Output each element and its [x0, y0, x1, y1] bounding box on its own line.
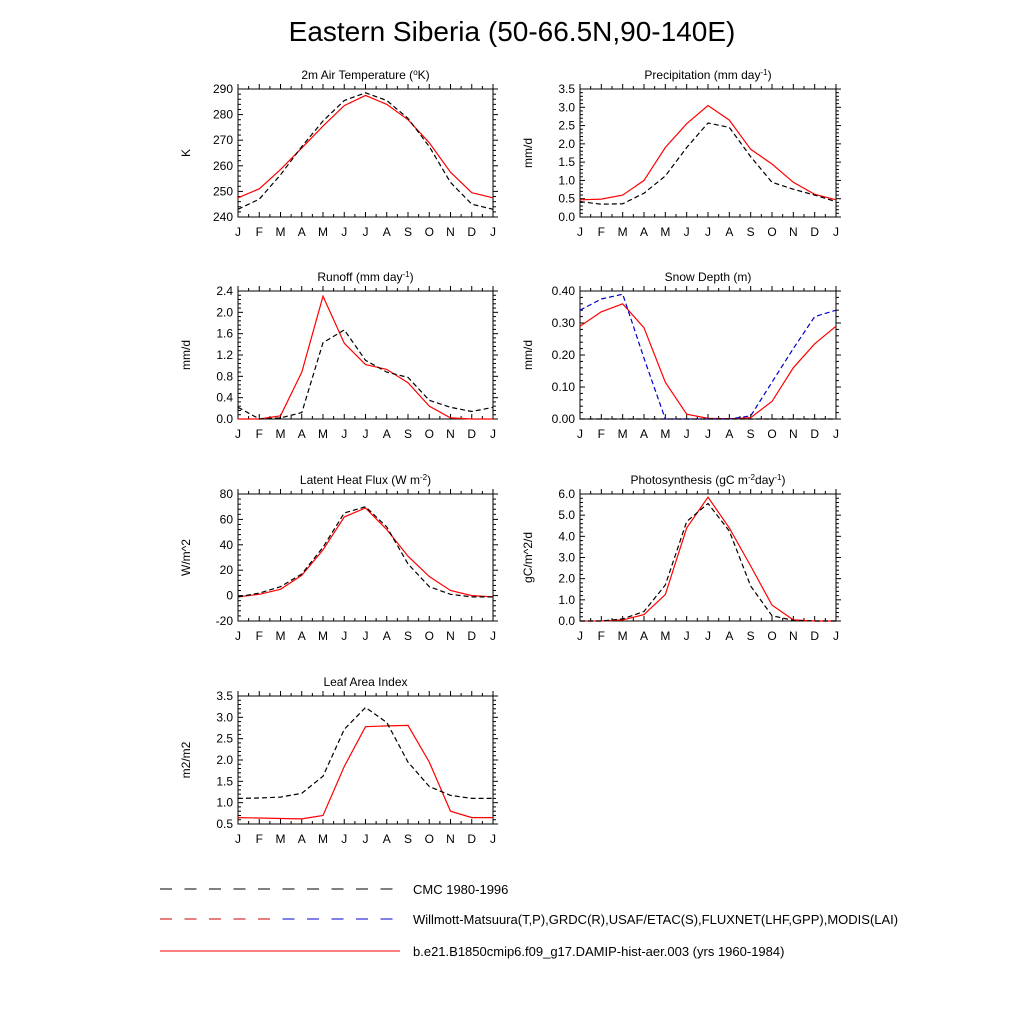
y-tick-label: 60	[219, 512, 233, 527]
x-tick-label: A	[639, 427, 649, 441]
x-tick-label: M	[318, 832, 328, 846]
x-tick-label: J	[490, 225, 496, 239]
x-tick-label: J	[341, 832, 348, 846]
y-tick-label: 280	[212, 107, 233, 122]
panel-title-part: -1	[774, 472, 782, 482]
series-line-1	[238, 296, 493, 419]
x-tick-label: N	[788, 427, 798, 441]
x-tick-label: J	[705, 225, 711, 239]
x-tick-label: A	[382, 225, 391, 239]
y-tick-label: 0.0	[558, 614, 575, 628]
x-tick-label: S	[746, 629, 755, 643]
panel-title-part: Runoff (mm day	[317, 270, 403, 284]
x-tick-label: J	[341, 629, 348, 643]
plot-frame	[238, 89, 493, 217]
y-tick-label: 240	[212, 210, 233, 224]
y-axis-title: mm/d	[521, 138, 535, 168]
series-line-1	[238, 508, 493, 597]
x-tick-label: D	[467, 832, 477, 846]
panel-title-part: -2	[747, 472, 756, 482]
x-tick-label: M	[275, 629, 286, 643]
x-tick-label: O	[767, 629, 777, 643]
x-tick-label: N	[788, 225, 798, 239]
y-tick-label: 290	[212, 82, 233, 96]
x-tick-label: D	[467, 225, 477, 239]
y-tick-label: 40	[219, 537, 233, 552]
panel-title	[317, 270, 413, 285]
x-tick-label: J	[235, 427, 241, 441]
x-tick-label: J	[683, 427, 690, 441]
chart-panel-2	[521, 68, 841, 240]
series-line-1	[580, 106, 836, 200]
x-tick-label: J	[833, 427, 839, 441]
y-tick-label: 2.5	[558, 118, 575, 133]
legend-item-2	[160, 912, 898, 927]
plot-frame	[238, 696, 493, 824]
series-line-1	[238, 725, 493, 819]
y-tick-label: 1.6	[216, 326, 233, 341]
x-tick-label: M	[275, 225, 286, 239]
x-tick-label: J	[490, 629, 496, 643]
chart-panel-3	[179, 270, 498, 442]
x-tick-label: O	[424, 225, 434, 239]
y-tick-label: 3.5	[558, 82, 575, 96]
y-tick-label: 270	[212, 133, 233, 148]
x-tick-label: M	[660, 427, 671, 441]
x-tick-label: M	[660, 225, 671, 239]
panel-title-part: Leaf Area Index	[323, 675, 408, 689]
x-tick-label: D	[810, 225, 820, 239]
x-tick-label: J	[490, 832, 496, 846]
y-tick-label: 0.10	[551, 380, 575, 394]
x-tick-label: F	[597, 629, 606, 643]
y-tick-label: 3.0	[558, 550, 575, 565]
x-tick-label: A	[639, 225, 649, 239]
x-tick-label: M	[318, 427, 328, 441]
x-tick-label: A	[725, 427, 734, 441]
x-tick-label: A	[639, 629, 649, 643]
x-tick-label: J	[235, 629, 241, 643]
y-axis-title: m2/m2	[179, 741, 193, 779]
chart-panel-4	[521, 270, 841, 441]
x-tick-label: J	[577, 629, 583, 643]
y-tick-label: 4.0	[558, 529, 575, 544]
x-tick-label: M	[318, 225, 328, 239]
x-tick-label: F	[255, 832, 263, 846]
x-tick-label: A	[297, 225, 306, 239]
panel-title-part: -1	[402, 269, 410, 279]
chart-panel-1	[179, 68, 498, 240]
panel-title-part: )	[767, 68, 772, 82]
x-tick-label: F	[597, 427, 606, 441]
chart-panel-7	[179, 675, 498, 846]
x-tick-label: A	[382, 832, 391, 846]
x-tick-label: A	[725, 629, 734, 643]
chart-panel-5	[179, 473, 498, 644]
panel-title-part: )	[409, 270, 414, 284]
legend-item-1	[160, 882, 508, 897]
y-tick-label: 0.20	[551, 348, 575, 362]
series-line-2	[238, 708, 493, 799]
panel-title	[665, 270, 752, 284]
plot-frame	[238, 494, 493, 621]
legend-item-3	[160, 944, 784, 959]
chart-panel-6	[521, 473, 841, 644]
x-tick-label: J	[705, 629, 711, 643]
series-line-2	[238, 330, 493, 419]
panel-title-part: -2	[419, 472, 428, 482]
x-tick-label: S	[403, 832, 413, 846]
y-tick-label: 0.4	[216, 390, 233, 405]
y-tick-label: 0	[226, 588, 233, 603]
plot-frame	[580, 494, 836, 621]
plot-frame	[238, 291, 493, 419]
legend-label: Willmott-Matsuura(T,P),GRDC(R),USAF/ETAC(S),FLUXNET(LHF,GPP),MODIS(LAI)	[413, 912, 899, 927]
y-tick-label: 1.5	[216, 774, 233, 789]
y-tick-label: 0.0	[216, 412, 233, 426]
y-tick-label: 1.0	[216, 795, 233, 810]
y-axis-title: K	[179, 148, 193, 158]
y-axis-title: gC/m^2/d	[521, 532, 535, 583]
x-tick-label: M	[275, 427, 286, 441]
series-line-2	[238, 93, 493, 210]
panel-title-part: Photosynthesis (gC m	[630, 473, 748, 487]
x-tick-label: D	[810, 427, 820, 441]
x-tick-label: J	[341, 225, 348, 239]
x-tick-label: J	[705, 427, 711, 441]
panel-title	[301, 68, 429, 83]
x-tick-label: S	[746, 427, 755, 441]
panel-title-part: Snow Depth (m)	[664, 270, 752, 284]
y-tick-label: 1.0	[558, 173, 575, 188]
y-tick-label: 0.30	[551, 316, 575, 330]
panel-title-part: -1	[760, 67, 768, 77]
x-tick-label: O	[767, 225, 777, 239]
series-line-1	[238, 95, 493, 197]
x-tick-label: M	[617, 629, 628, 643]
y-tick-label: 3.0	[216, 710, 233, 725]
y-tick-label: 2.0	[216, 305, 233, 320]
series-line-2	[580, 504, 836, 622]
panel-title-part: 2m Air Temperature (	[301, 68, 414, 82]
x-tick-label: O	[767, 427, 777, 441]
x-tick-label: A	[297, 427, 306, 441]
x-tick-label: N	[446, 629, 455, 643]
panel-title-part: o	[413, 67, 418, 77]
y-axis-title: mm/d	[179, 340, 193, 370]
y-tick-label: 2.0	[216, 753, 233, 767]
y-tick-label: 250	[212, 184, 233, 199]
x-tick-label: J	[683, 629, 690, 643]
x-tick-label: N	[788, 629, 798, 643]
series-line-1	[580, 304, 836, 419]
y-tick-label: 0.40	[551, 284, 575, 298]
panels	[179, 68, 841, 847]
x-tick-label: S	[746, 225, 755, 239]
y-tick-label: 5.0	[558, 508, 575, 523]
x-tick-label: J	[833, 629, 839, 643]
x-tick-label: M	[660, 629, 671, 643]
y-tick-label: 80	[219, 487, 233, 501]
x-tick-label: A	[382, 427, 391, 441]
x-tick-label: A	[297, 629, 306, 643]
x-tick-label: S	[403, 427, 413, 441]
x-tick-label: A	[725, 225, 734, 239]
x-tick-label: D	[467, 427, 477, 441]
y-tick-label: 6.0	[558, 487, 575, 501]
x-tick-label: J	[362, 832, 369, 846]
x-tick-label: A	[297, 832, 306, 846]
y-tick-label: 0.5	[216, 817, 233, 831]
x-tick-label: J	[577, 427, 583, 441]
plot-frame	[580, 89, 836, 217]
y-tick-label: 0.00	[551, 412, 575, 426]
x-tick-label: S	[403, 225, 413, 239]
x-tick-label: J	[683, 225, 690, 239]
plot-frame	[580, 291, 836, 419]
panel-title	[323, 675, 407, 689]
y-tick-label: 2.0	[558, 136, 575, 151]
panel-title-part: )	[427, 473, 432, 487]
panel-title	[644, 68, 771, 83]
panel-title-part: )	[781, 473, 786, 487]
y-tick-label: -20	[215, 614, 233, 628]
x-tick-label: M	[617, 427, 628, 441]
panel-title	[631, 473, 786, 488]
y-tick-label: 260	[212, 158, 233, 173]
x-tick-label: S	[403, 629, 413, 643]
x-tick-label: A	[382, 629, 391, 643]
y-tick-label: 2.4	[216, 284, 233, 298]
x-tick-label: O	[424, 427, 434, 441]
panel-title-part: Precipitation (mm day	[644, 68, 761, 82]
y-tick-label: 3.0	[558, 100, 575, 115]
y-tick-label: 1.5	[558, 155, 575, 170]
x-tick-label: F	[255, 629, 263, 643]
x-tick-label: J	[577, 225, 583, 239]
x-tick-label: F	[597, 225, 606, 239]
x-tick-label: M	[617, 225, 628, 239]
x-tick-label: D	[810, 629, 820, 643]
x-tick-label: N	[446, 832, 455, 846]
x-tick-label: F	[255, 427, 263, 441]
legend-label: b.e21.B1850cmip6.f09_g17.DAMIP-hist-aer.003 (yrs 1960-1984)	[413, 944, 785, 959]
y-tick-label: 1.0	[558, 592, 575, 607]
y-axis-title: W/m^2	[179, 539, 193, 576]
x-tick-label: M	[275, 832, 286, 846]
panel-title-part: Latent Heat Flux (W m	[299, 473, 420, 487]
x-tick-label: J	[490, 427, 496, 441]
x-tick-label: N	[446, 427, 455, 441]
y-tick-label: 3.5	[216, 689, 233, 703]
y-tick-label: 2.0	[558, 571, 575, 586]
panel-title	[300, 473, 431, 488]
x-tick-label: J	[341, 427, 348, 441]
series-line-2	[580, 123, 836, 204]
panel-title-part: day	[755, 473, 775, 487]
panel-title-part: K)	[417, 68, 430, 82]
x-tick-label: J	[362, 629, 369, 643]
x-tick-label: F	[255, 225, 263, 239]
x-tick-label: M	[318, 629, 328, 643]
y-tick-label: 20	[219, 563, 233, 578]
x-tick-label: J	[235, 225, 241, 239]
y-tick-label: 0.8	[216, 369, 233, 384]
x-tick-label: J	[362, 225, 369, 239]
x-tick-label: D	[467, 629, 477, 643]
series-line-2	[238, 507, 493, 597]
x-tick-label: N	[446, 225, 455, 239]
y-tick-label: 2.5	[216, 731, 233, 746]
x-tick-label: J	[362, 427, 369, 441]
y-tick-label: 0.0	[558, 210, 575, 224]
x-tick-label: O	[424, 832, 434, 846]
legend	[160, 882, 898, 959]
series-line-2	[580, 294, 836, 419]
y-tick-label: 0.5	[558, 191, 575, 206]
x-tick-label: J	[833, 225, 839, 239]
x-tick-label: O	[424, 629, 434, 643]
legend-label: CMC 1980-1996	[413, 882, 509, 897]
series-line-1	[580, 497, 836, 621]
figure-title: Eastern Siberia (50-66.5N,90-140E)	[288, 16, 736, 47]
y-tick-label: 1.2	[216, 348, 233, 362]
x-tick-label: J	[235, 832, 241, 846]
y-axis-title: mm/d	[521, 340, 535, 370]
